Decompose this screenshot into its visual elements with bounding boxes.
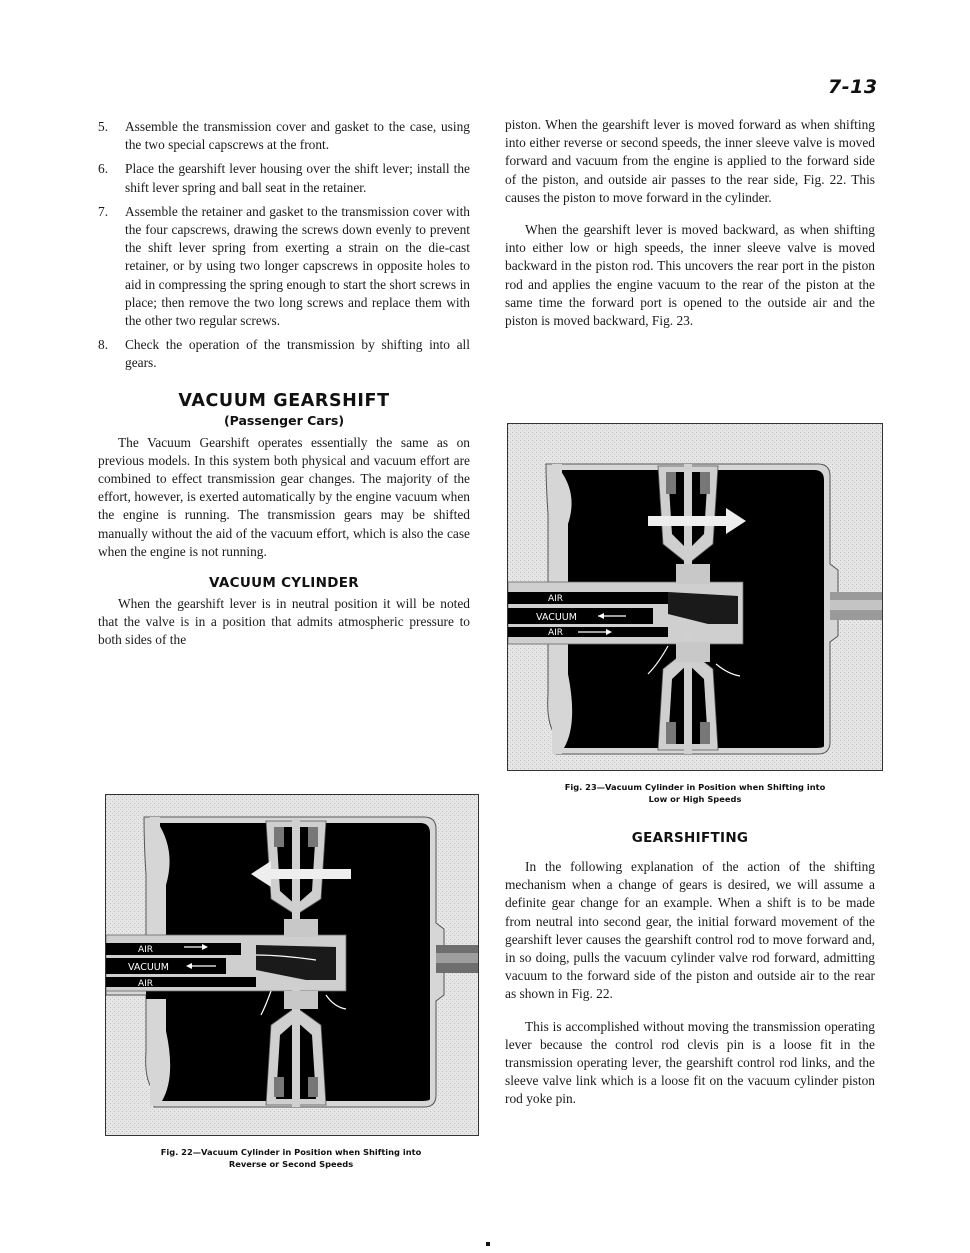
vacuum-cylinder-paragraph: When the gearshift lever is in neutral position it will be noted that the valve is in a position that admits atmospheric pressure to both sides of the <box>98 596 470 648</box>
caption-line: Low or High Speeds <box>648 794 742 804</box>
backward-paragraph: When the gearshift lever is moved backward, as when shifting into either low or high speeds, the inner sleeve valve is moved backward in the piston rod. This uncovers the rear port in the piston rod and applies the engine vacuum to the rear of the piston at the same time the forward port is opened to the outside air and the piston is moved backward, Fig. 23. <box>505 222 875 329</box>
gearshifting-section <box>505 830 875 1109</box>
figure-22-caption <box>105 1146 477 1170</box>
step-text: Assemble the transmission cover and gasket to the case, using the two special capscrews at the front. <box>125 119 470 153</box>
step-number: 7. <box>98 203 109 219</box>
caption-line: Fig. 23—Vacuum Cylinder in Position when Shifting into <box>564 782 826 792</box>
section-title-vacuum-gearshift: VACUUM GEARSHIFT <box>178 390 390 411</box>
step-5 <box>98 118 470 154</box>
svg-text:AIR: AIR <box>548 594 564 604</box>
svg-text:AIR: AIR <box>548 628 564 638</box>
gearshifting-paragraph-1: In the following explanation of the action of the shifting mechanism when a change of gears is desired, we will assume a definite gear change for an example. When a shift is to be made from neutral into second gear, the initial forward movement of the gearshift lever causes the gearshift control rod to move forward and, in so doing, pulls the vacuum cylinder valve rod forward, admitting vacuum to the forward side of the piston and outside air to the rear as shown in Fig. 22. <box>505 859 875 1002</box>
left-column <box>98 118 470 650</box>
vacuum-cylinder-cross-section-icon <box>508 424 882 770</box>
step-number: 5. <box>98 119 109 134</box>
figure-22-diagram <box>105 794 479 1136</box>
step-7 <box>98 203 470 330</box>
right-column <box>505 116 875 330</box>
step-8 <box>98 336 470 372</box>
caption-line: Reverse or Second Speeds <box>228 1159 354 1169</box>
subsection-title-vacuum-cylinder: VACUUM CYLINDER <box>209 575 359 592</box>
step-6 <box>98 160 470 196</box>
step-number: 6. <box>98 161 109 177</box>
vacuum-cylinder-cross-section-icon <box>106 795 478 1135</box>
caption-line: Fig. 22—Vacuum Cylinder in Position when Shifting into <box>160 1147 422 1157</box>
step-number: 8. <box>98 337 109 353</box>
svg-text:AIR: AIR <box>138 945 154 955</box>
step-text: Place the gearshift lever housing over the shift lever; install the shift lever spring and ball seat in the retainer. <box>125 161 470 195</box>
piston-paragraph: piston. When the gearshift lever is moved forward as when shifting into either reverse or second speeds, the inner sleeve valve is moved forward and vacuum from the engine is applied to the forward side of the piston, and outside air passes to the rear side, Fig. 22. This causes the piston to move forward in the cylinder. <box>505 117 875 205</box>
section-subtitle: (Passenger Cars) <box>223 412 345 428</box>
figure-23-diagram <box>507 423 883 771</box>
page-mark <box>486 1242 490 1246</box>
step-text: Assemble the retainer and gasket to the transmission cover with the four capscrews, drawing the screws down evenly to prevent the shift lever spring from exerting a strain on the die-cast retainer, or by using two longer capscrews in opposite holes to aid in compressing the spring enough to start the short screws in place; then remove the two long screws and replace them with the other two regular screws. <box>125 203 470 329</box>
vacuum-gearshift-paragraph: The Vacuum Gearshift operates essentially the same as on previous models. In this system both physical and vacuum effort are combined to effect transmission gear changes. The majority of the effort, however, is exerted automatically by the engine vacuum when the engine is running. The transmission gears may be shifted manually without the aid of the vacuum effort, which is also the case when the engine is not running. <box>98 434 470 559</box>
section-title-gearshifting: GEARSHIFTING <box>631 830 749 846</box>
step-text: Check the operation of the transmission by shifting into all gears. <box>125 337 470 371</box>
svg-text:VACUUM: VACUUM <box>536 612 577 623</box>
svg-text:AIR: AIR <box>138 979 154 989</box>
figure-23-caption <box>510 781 880 805</box>
gearshifting-paragraph-2: This is accomplished without moving the transmission operating lever because the control rod clevis pin is a loose fit in the transmission operating lever, the gearshift control rod links, and the sleeve valve link which is a loose fit on the vacuum cylinder piston rod yoke pin. <box>505 1018 875 1107</box>
page-number: 7-13 <box>828 76 878 98</box>
svg-text:VACUUM: VACUUM <box>128 962 169 973</box>
